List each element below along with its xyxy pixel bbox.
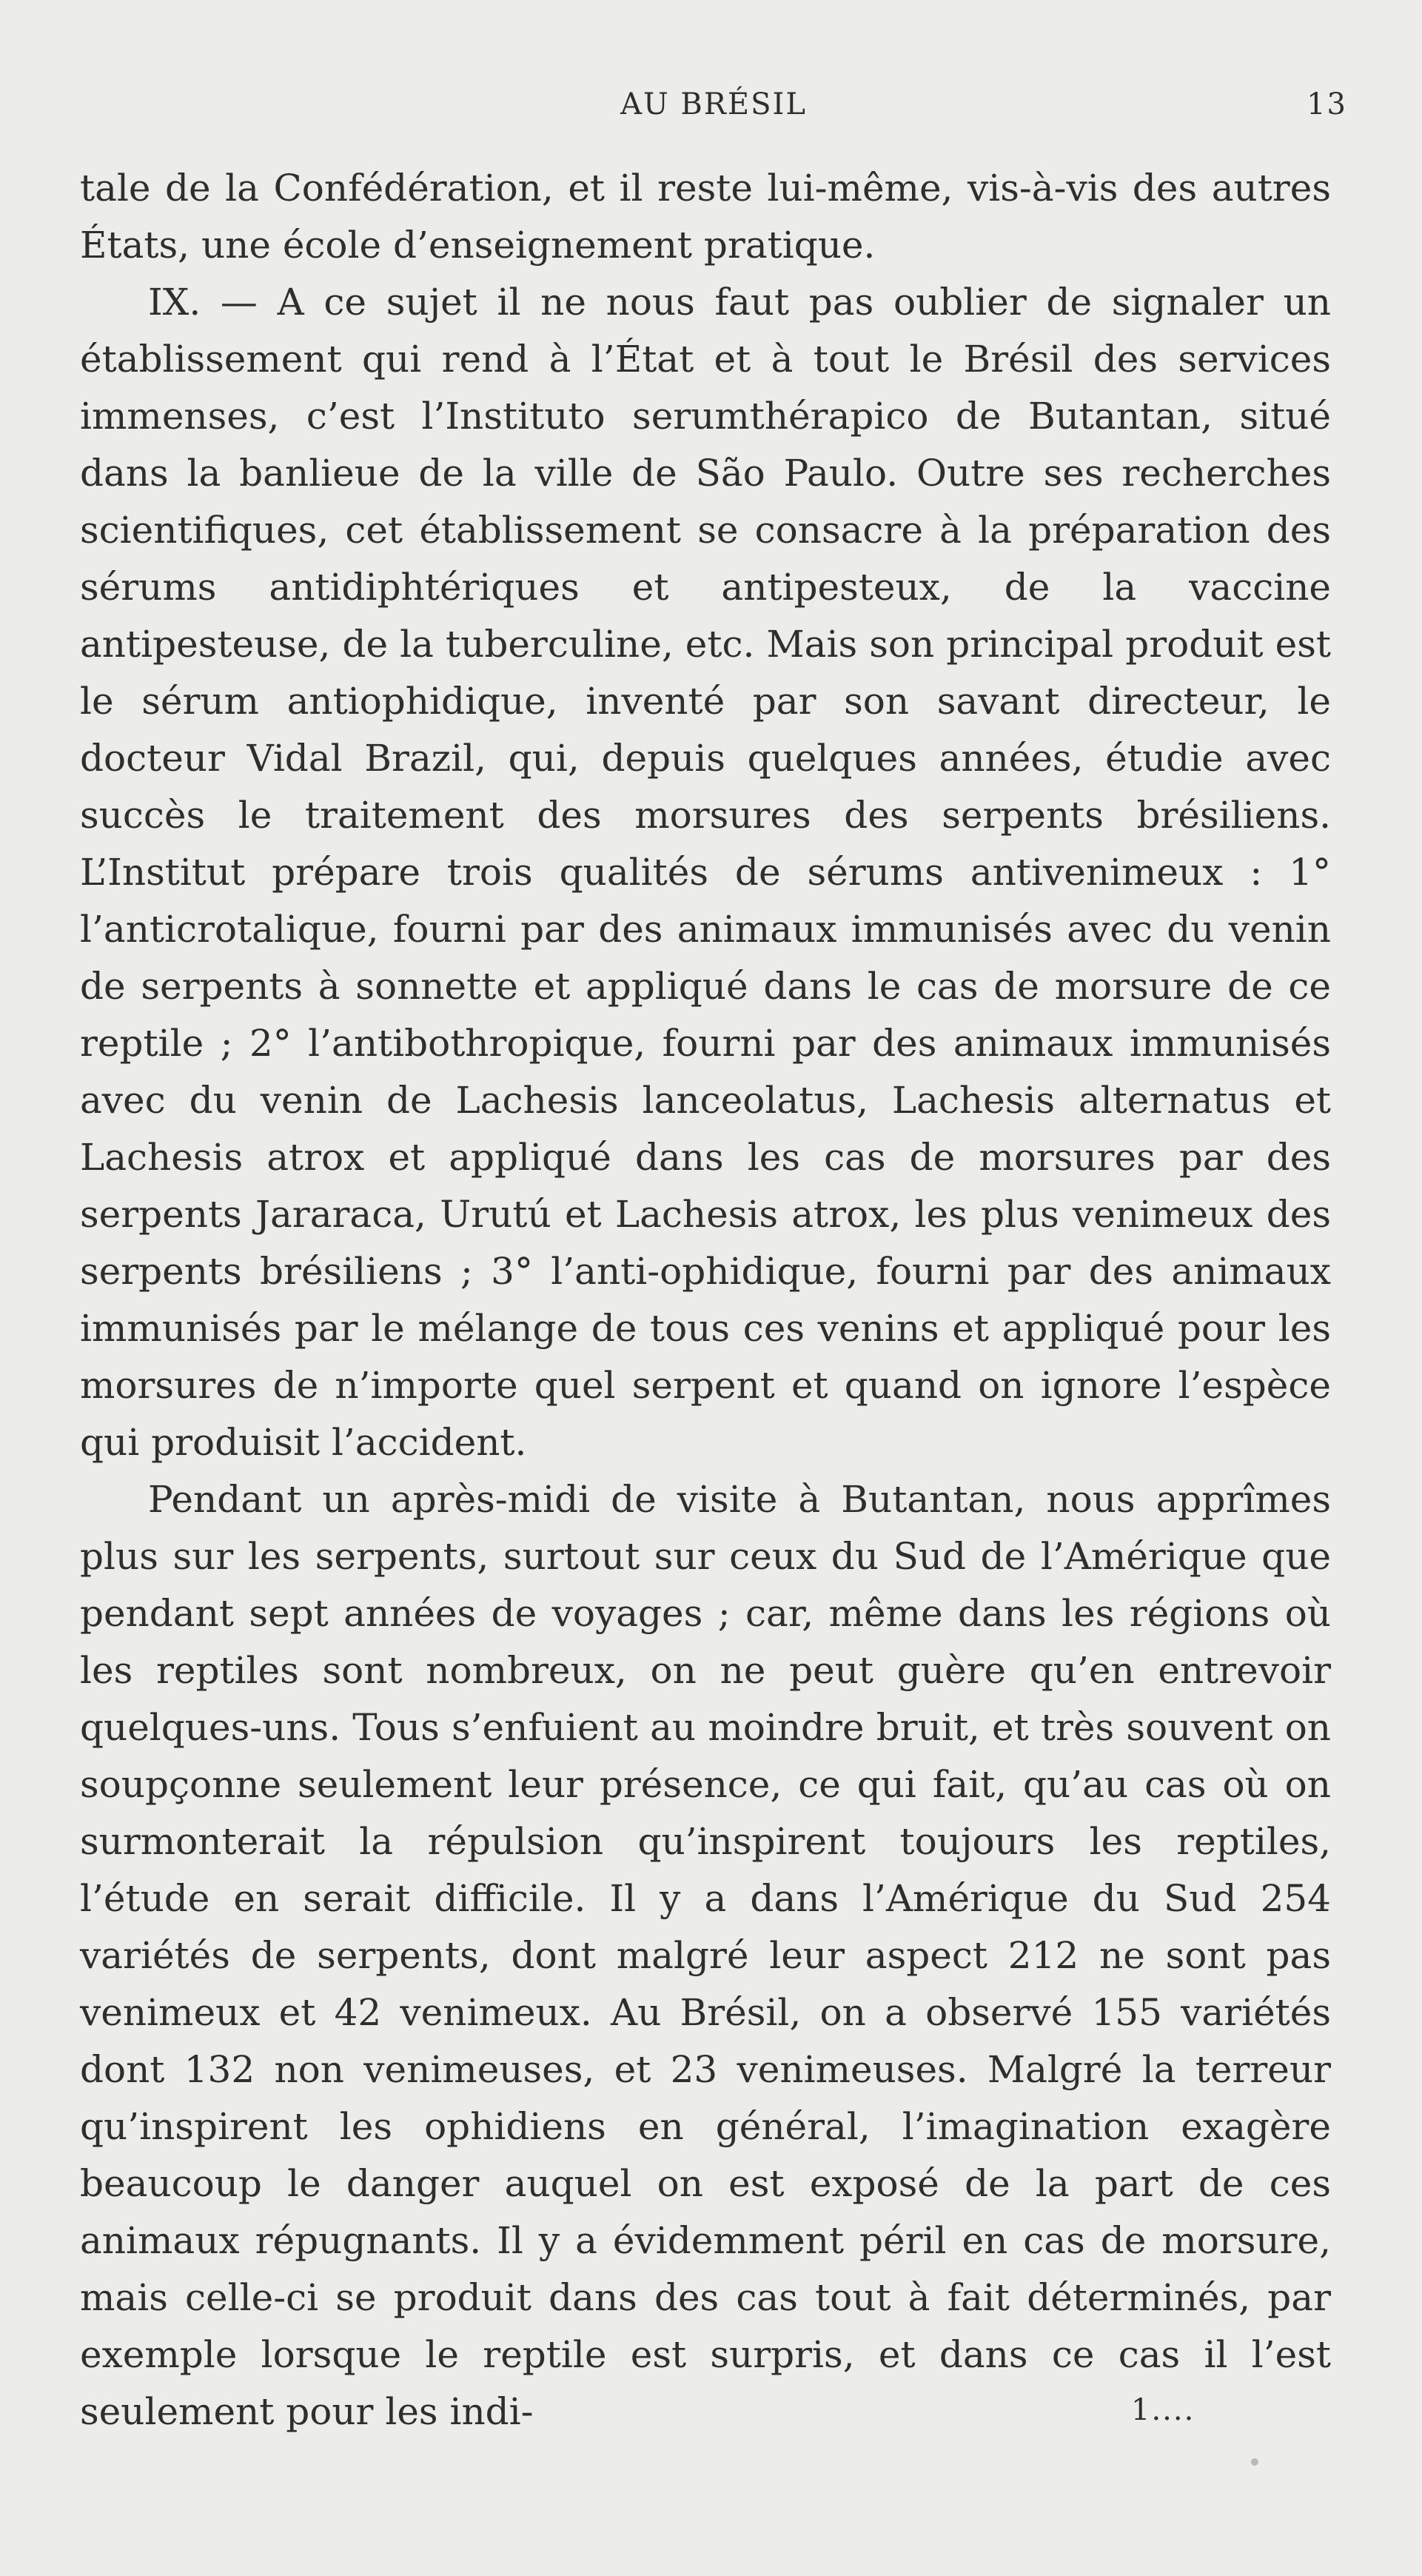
running-title: AU BRÉSIL bbox=[620, 87, 807, 121]
paragraph-continuation: tale de la Confédération, et il reste lui-même, vis-à-vis des autres États, une école d’enseignement pratique. bbox=[80, 167, 1331, 267]
body-text bbox=[80, 160, 1331, 2440]
paper-speck bbox=[1251, 2458, 1258, 2466]
paragraph-section-ix: IX. — A ce sujet il ne nous faut pas oublier de signaler un établissement qui rend à l’État et à tout le Brésil des services immenses, c’est l’Instituto serumthérapico de Butantan, situé dans la banlieue de la ville de São Paulo. Outre ses recherches scientifiques, cet établissement se consacre à la préparation des sérums antidiphtériques et antipesteux, de la vaccine antipesteuse, de la tuberculine, etc. Mais son principal produit est le sérum antiophidique, inventé par son savant directeur, le docteur Vidal Brazil, qui, depuis quelques années, étudie avec succès le traitement des morsures des serpents brésiliens. L’Institut prépare trois qualités de sérums antivenimeux : 1° l’anticrotalique, fourni par des animaux immunisés avec du venin de serpents à sonnette et appliqué dans le cas de morsure de ce reptile ; 2° l’antibothropique, fourni par des animaux immunisés avec du venin de Lachesis lanceolatus, Lachesis alternatus et Lachesis atrox et appliqué dans les cas de morsures par des serpents Jararaca, Urutú et Lachesis atrox, les plus venimeux des serpents brésiliens ; 3° l’anti-ophidique, fourni par des animaux immunisés par le mélange de tous ces venins et appliqué pour les morsures de n’importe quel serpent et quand on ignore l’espèce qui produisit l’accident. bbox=[80, 281, 1331, 1464]
page-number: 13 bbox=[1307, 87, 1347, 121]
signature-mark: 1.... bbox=[1131, 2393, 1195, 2427]
running-header bbox=[80, 87, 1347, 132]
paragraph-butantan-visit: Pendant un après-midi de visite à Butantan, nous apprîmes plus sur les serpents, surtout sur ceux du Sud de l’Amérique que pendant sept années de voyages ; car, même dans les régions où les reptiles sont nombreux, on ne peut guère qu’en entrevoir quelques-uns. Tous s’enfuient au moindre bruit, et très souvent on soupçonne seulement leur présence, ce qui fait, qu’au cas où on surmonterait la répulsion qu’inspirent toujours les reptiles, l’étude en serait difficile. Il y a dans l’Amérique du Sud 254 variétés de serpents, dont malgré leur aspect 212 ne sont pas venimeux et 42 venimeux. Au Brésil, on a observé 155 variétés dont 132 non venimeuses, et 23 venimeuses. Malgré la terreur qu’inspirent les ophidiens en général, l’imagination exagère beaucoup le danger auquel on est exposé de la part de ces animaux répugnants. Il y a évidemment péril en cas de morsure, mais celle-ci se produit dans des cas tout à fait déterminés, par exemple lorsque le reptile est surpris, et dans ce cas il l’est seulement pour les indi- bbox=[80, 1478, 1331, 2433]
